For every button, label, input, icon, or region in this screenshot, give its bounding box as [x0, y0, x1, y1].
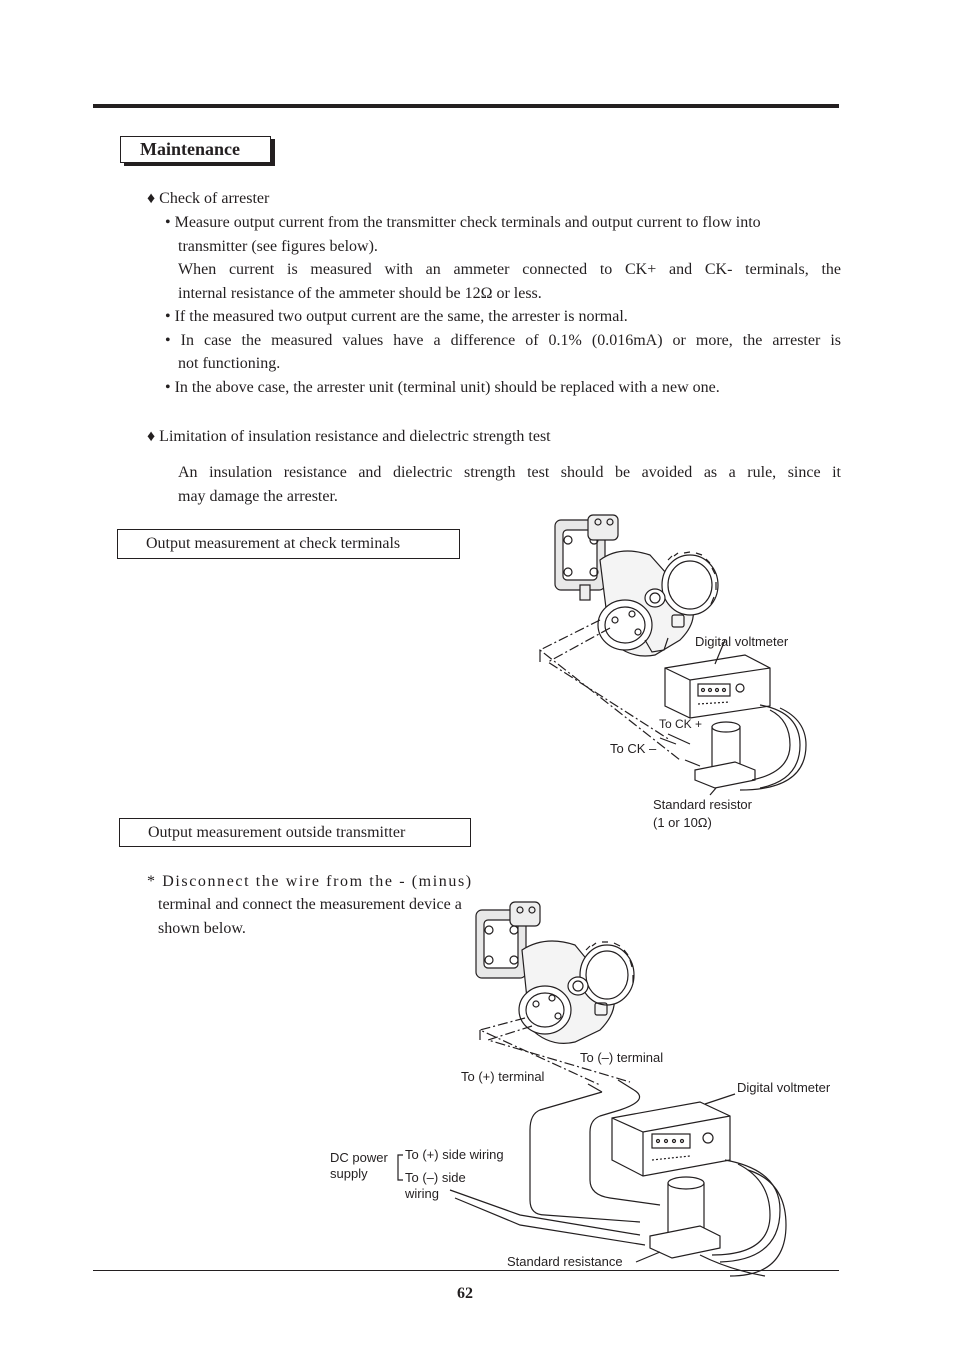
figure2-note-cont: terminal and connect the measurement device a	[158, 896, 462, 913]
figure2-note: * Disconnect the wire from the - (minus)	[147, 873, 473, 890]
arrester-bullet-4: • In the above case, the arrester unit (terminal unit) should be replaced with a new one.	[165, 379, 720, 396]
arrester-bullet-1: • Measure output current from the transmitter check terminals and output current to flow into	[165, 214, 761, 231]
insulation-paragraph: An insulation resistance and dielectric strength test should be avoided as a rule, since it	[178, 464, 841, 481]
arrester-bullet-1-cont: transmitter (see figures below).	[178, 238, 378, 255]
insulation-paragraph-cont: may damage the arrester.	[178, 488, 338, 505]
figure1-caption: Output measurement at check terminals	[117, 529, 460, 559]
figure2-label-voltmeter: Digital voltmeter	[737, 1080, 831, 1095]
figure2-label-dc-power: DC power	[330, 1150, 388, 1165]
transmitter-icon	[476, 902, 634, 1043]
arrester-bullet-3: • In case the measured values have a difference of 0.1% (0.016mA) or more, the arrester is	[165, 332, 841, 349]
footer-rule	[93, 1270, 839, 1271]
figure2-label-plus-terminal: To (+) terminal	[461, 1069, 545, 1084]
insulation-heading: ♦ Limitation of insulation resistance and dielectric strength test	[147, 428, 551, 445]
figure2-label-minus-side-wiring: wiring	[405, 1186, 439, 1201]
page-number: 62	[457, 1285, 473, 1302]
section-title: Maintenance	[120, 136, 271, 163]
figure1-label-resistor-value: (1 or 10Ω)	[653, 815, 712, 830]
figure2-note-end: shown below.	[158, 920, 246, 937]
arrester-bullet-2: • If the measured two output current are the same, the arrester is normal.	[165, 308, 628, 325]
figure1-label-ck-plus: To CK +	[659, 717, 703, 731]
arrester-bullet-3-cont: not functioning.	[178, 355, 281, 372]
arrester-heading: ♦ Check of arrester	[147, 190, 270, 207]
figure2-label-dc-supply: supply	[330, 1166, 368, 1181]
figure2-label-minus-side: To (–) side	[405, 1170, 466, 1185]
figure1-label-voltmeter: Digital voltmeter	[695, 634, 789, 649]
arrester-bullet-1-para-cont: internal resistance of the ammeter should be 12Ω or less.	[178, 285, 542, 302]
figure2-label-plus-side: To (+) side wiring	[405, 1147, 504, 1162]
figure1-label-ck-minus: To CK –	[610, 741, 657, 756]
figure2-caption: Output measurement outside transmitter	[119, 818, 471, 847]
figure1-label-resistor: Standard resistor	[653, 797, 752, 812]
standard-resistance-icon	[636, 1177, 720, 1262]
figure2-label-minus-terminal: To (–) terminal	[580, 1050, 664, 1065]
figure2-label-std-resistance: Standard resistance	[507, 1254, 623, 1269]
arrester-bullet-1-para: When current is measured with an ammeter connected to CK+ and CK- terminals, the	[178, 261, 841, 278]
